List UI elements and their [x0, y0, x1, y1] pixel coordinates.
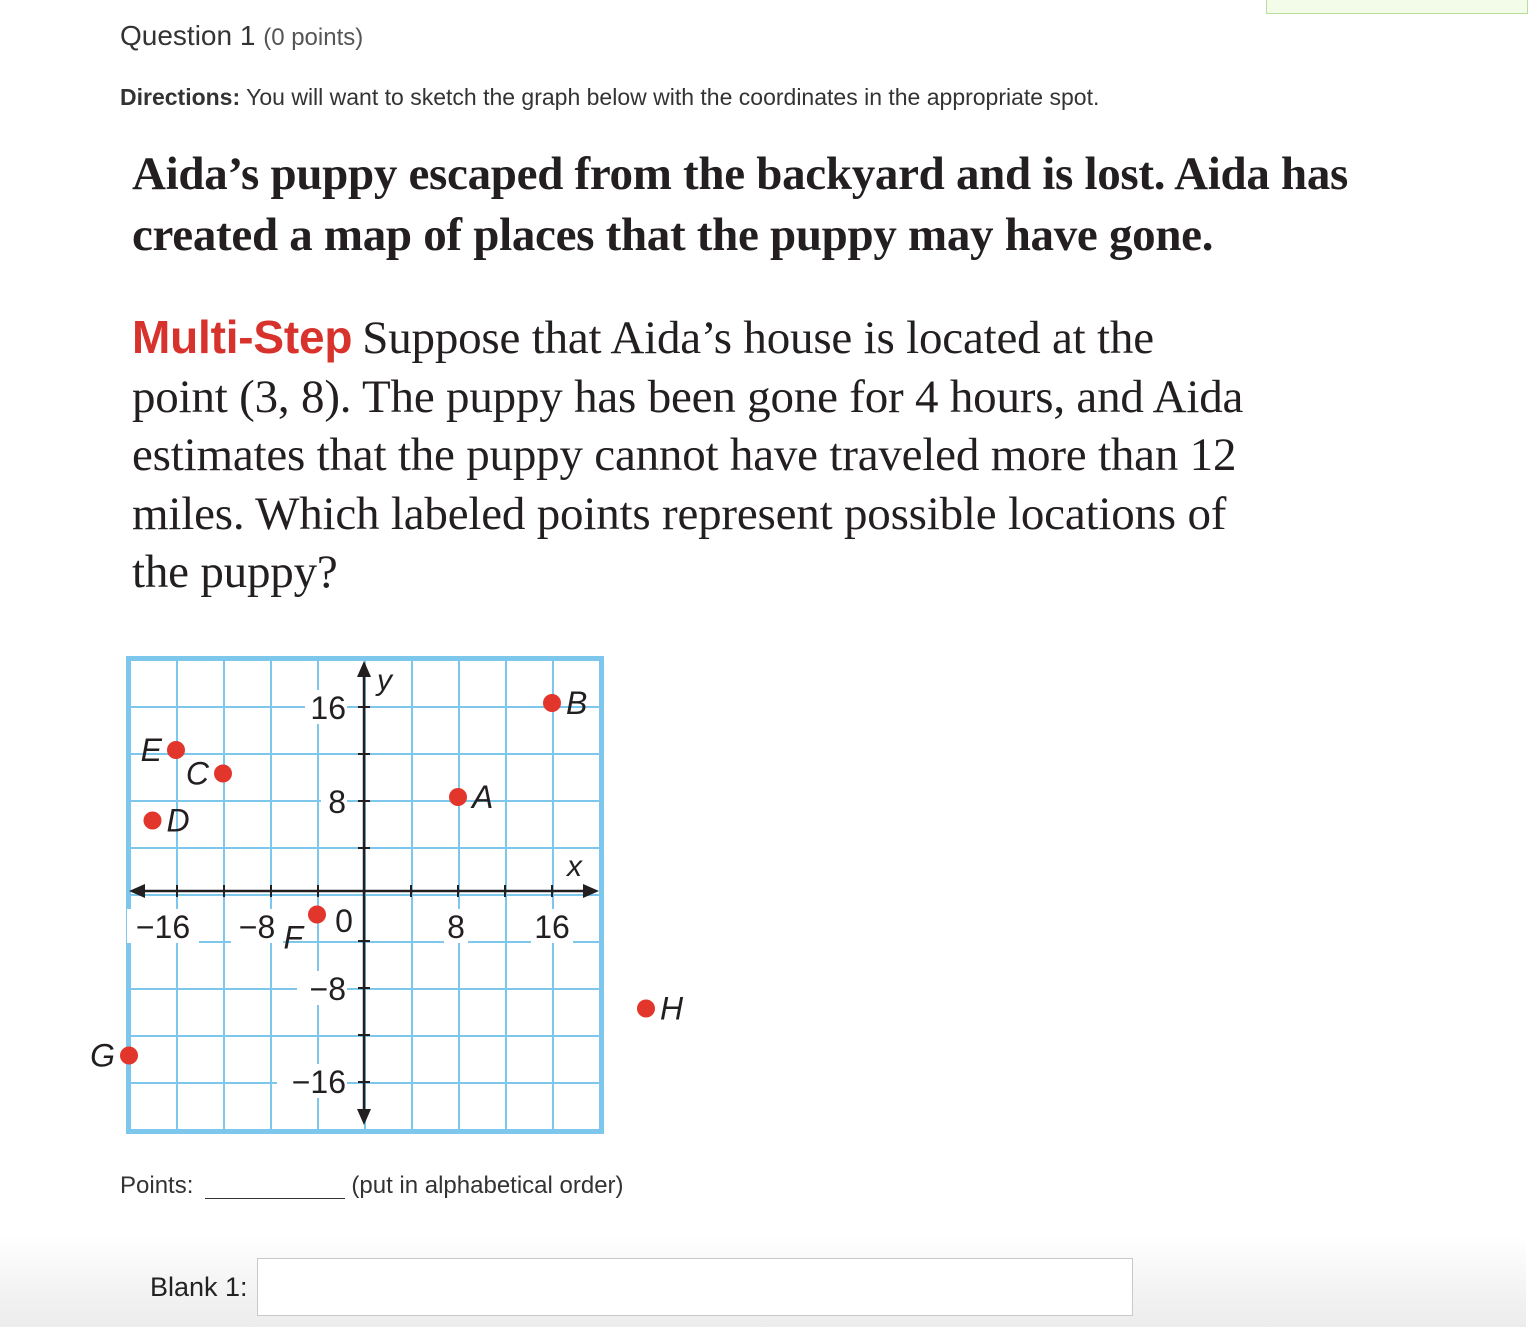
point-b-dot: [543, 694, 561, 712]
problem-line-text: Suppose that Aida’s house is located at the: [362, 312, 1154, 364]
point-d-label: D: [166, 802, 190, 839]
point-g-label: G: [90, 1037, 115, 1074]
problem-intro-line: created a map of places that the puppy may have gone.: [132, 209, 1214, 261]
question-header: [120, 20, 363, 52]
problem-question-line: the puppy?: [132, 546, 338, 598]
question-points: (0 points): [263, 24, 364, 51]
point-h-label: H: [660, 990, 684, 1027]
y-axis-top-arrow: [357, 661, 371, 677]
point-c-dot: [214, 765, 232, 783]
graph-axes: [129, 661, 599, 1125]
blank-label: Blank 1:: [150, 1272, 248, 1302]
y-axis-bottom-arrow: [357, 1109, 371, 1125]
point-b-label: B: [566, 685, 588, 721]
problem-question-line: estimates that the puppy cannot have traveled more than 12: [132, 429, 1237, 481]
point-f-dot: [308, 906, 326, 924]
directions-label: Directions:: [120, 84, 241, 110]
corner-tab: [1266, 0, 1528, 14]
y-tick-label: −16: [291, 1064, 346, 1100]
y-tick-label: 8: [328, 784, 346, 820]
coordinate-map-graph: [90, 655, 684, 1135]
blank-1-input[interactable]: [257, 1258, 1133, 1316]
problem-intro-line: Aida’s puppy escaped from the backyard and is lost. Aida has: [132, 148, 1349, 200]
point-c-label: C: [185, 755, 209, 792]
plot-points: [90, 685, 684, 1074]
directions-text: You will want to sketch the graph below with the coordinates in the appropriate spot.: [246, 84, 1100, 110]
point-h-dot: [637, 1000, 655, 1018]
problem-question-line: point (3, 8). The puppy has been gone for 4 hours, and Aida: [132, 370, 1244, 423]
point-f-label: F: [283, 919, 303, 956]
question-title: Question 1: [120, 20, 256, 51]
order-hint: (put in alphabetical order): [351, 1172, 624, 1199]
y-tick-label: 16: [310, 690, 346, 726]
point-d-dot: [144, 812, 162, 830]
x-tick-label: −16: [135, 909, 191, 945]
point-g-dot: [120, 1047, 138, 1065]
problem-intro: [132, 144, 1472, 266]
point-e-label: E: [140, 732, 162, 768]
point-e-dot: [167, 741, 185, 759]
x-tick-label: 0: [335, 903, 353, 939]
y-axis-label: y: [377, 664, 392, 697]
x-tick-label: 8: [447, 909, 465, 945]
point-a-dot: [449, 788, 467, 806]
points-line: [120, 1172, 624, 1200]
problem-question: [132, 308, 1472, 602]
x-tick-label: −8: [238, 909, 276, 945]
multi-step-tag: Multi-Step: [132, 311, 353, 363]
problem-question-line: miles. Which labeled points represent possible locations of: [132, 487, 1227, 540]
points-label: Points:: [120, 1172, 194, 1199]
x-tick-label: 16: [534, 909, 570, 945]
problem-question-line: [132, 308, 1472, 368]
point-a-label: A: [472, 779, 494, 815]
y-tick-label: −8: [309, 971, 346, 1007]
directions: [120, 84, 1099, 111]
points-underline: [205, 1174, 345, 1199]
x-axis-label: x: [567, 850, 582, 883]
